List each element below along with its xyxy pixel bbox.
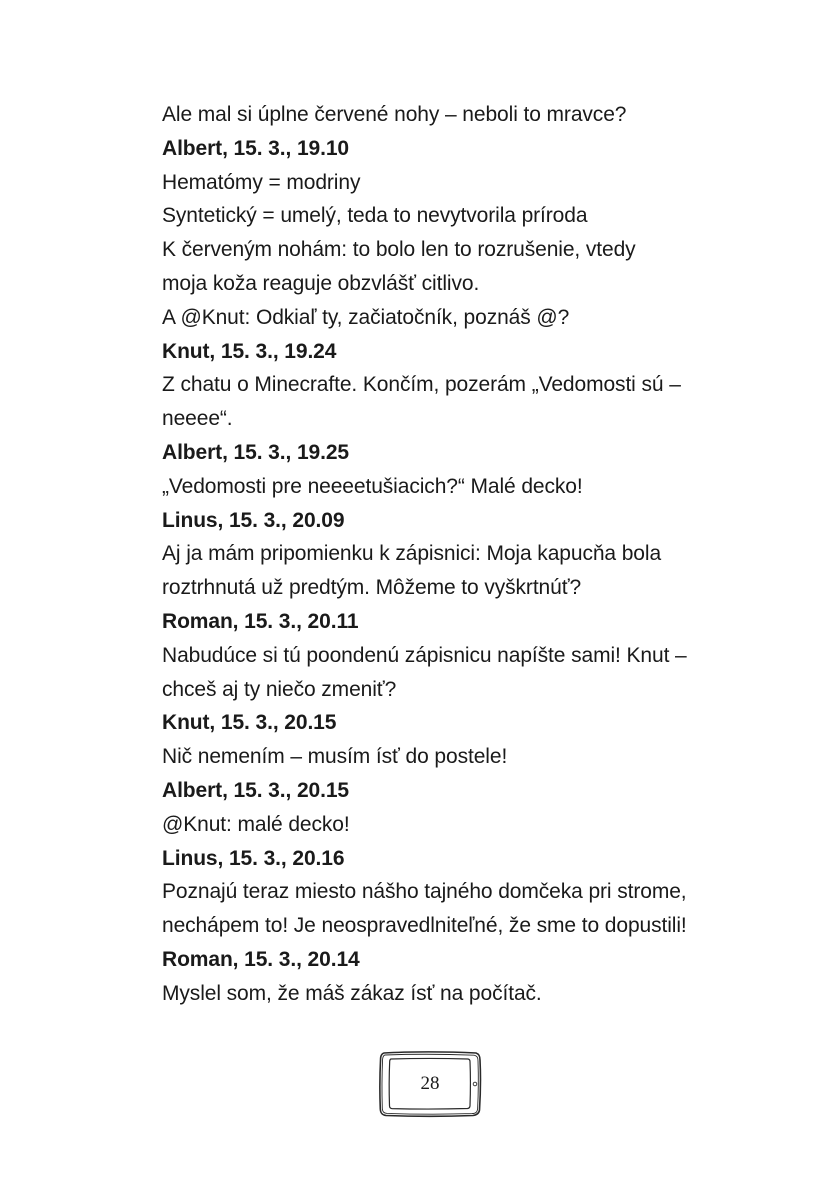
- message-line: Nič nemením – musím ísť do postele!: [162, 745, 508, 769]
- message-line: A @Knut: Odkiaľ ty, začiatočník, poznáš @?: [162, 305, 570, 329]
- message-header: Linus, 15. 3., 20.16: [162, 846, 345, 870]
- message-header: Roman, 15. 3., 20.14: [162, 947, 360, 971]
- message-line: chceš aj ty niečo zmeniť?: [162, 677, 397, 701]
- message-header: Roman, 15. 3., 20.11: [162, 609, 359, 633]
- message-header: Knut, 15. 3., 20.15: [162, 711, 337, 735]
- message-header: Linus, 15. 3., 20.09: [162, 508, 345, 532]
- message-header: Albert, 15. 3., 19.10: [162, 136, 350, 160]
- page-number-frame: [378, 1050, 482, 1118]
- message-line: neeee“.: [162, 407, 233, 431]
- message-line: Syntetický = umelý, teda to nevytvorila príroda: [162, 204, 588, 228]
- chat-transcript: [162, 98, 722, 1011]
- message-line: Poznajú teraz miesto nášho tajného domčeka pri strome,: [162, 880, 687, 904]
- message-header: Albert, 15. 3., 19.25: [162, 440, 350, 464]
- message-line: nechápem to! Je neospravedlniteľné, že sme to dopustili!: [162, 914, 687, 938]
- page-number: 28: [420, 1073, 440, 1094]
- message-line: moja koža reaguje obzvlášť citlivo.: [162, 271, 480, 295]
- message-line: roztrhnutá už predtým. Môžeme to vyškrtnúť?: [162, 576, 582, 600]
- message-header: Albert, 15. 3., 20.15: [162, 778, 350, 802]
- message-line: Hematómy = modriny: [162, 170, 361, 194]
- message-line: Myslel som, že máš zákaz ísť na počítač.: [162, 981, 542, 1005]
- message-line: Z chatu o Minecrafte. Končím, pozerám „Vedomosti sú –: [162, 373, 681, 397]
- message-header: Knut, 15. 3., 19.24: [162, 339, 337, 363]
- message-line: K červeným nohám: to bolo len to rozrušenie, vtedy: [162, 238, 636, 262]
- message-line: @Knut: malé decko!: [162, 812, 350, 836]
- message-line: Aj ja mám pripomienku k zápisnici: Moja kapucňa bola: [162, 542, 662, 566]
- message-line: Ale mal si úplne červené nohy – neboli to mravce?: [162, 103, 627, 126]
- message-line: Nabudúce si tú poondenú zápisnicu napíšte sami! Knut –: [162, 643, 687, 667]
- message-line: „Vedomosti pre neeeetušiacich?“ Malé decko!: [162, 474, 583, 498]
